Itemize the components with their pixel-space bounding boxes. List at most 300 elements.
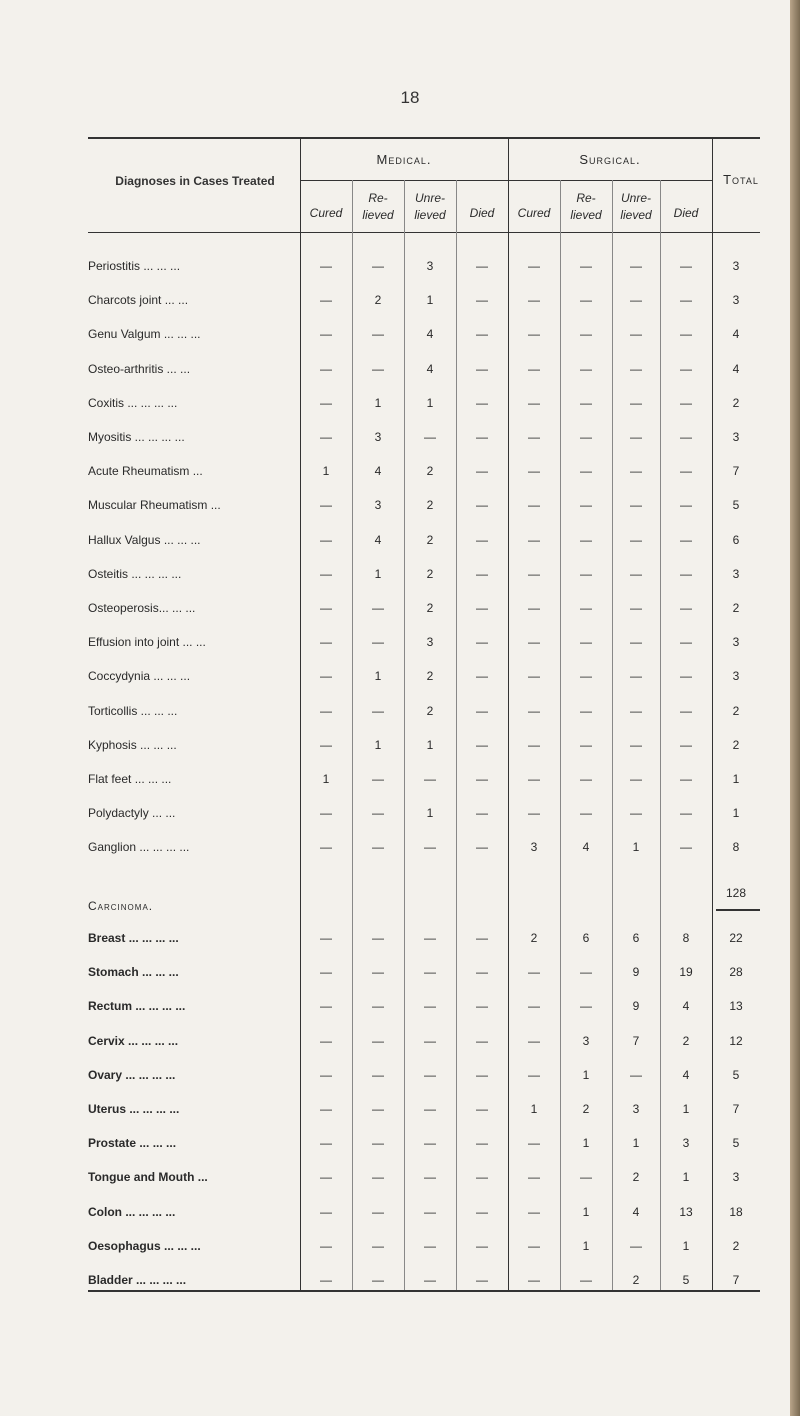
table-row	[0, 293, 770, 317]
table-row	[0, 669, 770, 693]
diagnoses-header: Diagnoses in Cases Treated	[115, 174, 275, 188]
table-cell: 19	[679, 965, 693, 980]
table-cell: —	[476, 772, 488, 786]
table-row	[0, 259, 770, 283]
table-cell: —	[320, 806, 332, 821]
table-cell: —	[680, 601, 692, 615]
row-total: 4	[732, 327, 740, 342]
table-cell: 1	[374, 395, 382, 410]
table-cell: 1	[582, 1136, 590, 1151]
row-label: Rectum ... ... ... ...	[88, 999, 186, 1014]
row-total: 7	[732, 464, 740, 479]
table-cell: —	[372, 1170, 384, 1185]
table-cell: —	[320, 395, 332, 410]
table-cell: 6	[632, 931, 640, 945]
table-row	[0, 1273, 770, 1297]
table-row	[0, 498, 770, 522]
table-cell: —	[528, 965, 540, 980]
table-cell: —	[680, 532, 692, 547]
table-cell: —	[528, 566, 540, 581]
table-cell: —	[528, 361, 540, 376]
table-cell: 4	[682, 999, 690, 1014]
row-total: 22	[729, 931, 743, 945]
row-label: Charcots joint ... ...	[88, 293, 189, 308]
table-cell: —	[580, 737, 592, 752]
table-cell: —	[580, 259, 592, 273]
table-cell: —	[580, 464, 592, 479]
table-cell: 3	[632, 1102, 640, 1116]
table-cell: 4	[374, 464, 382, 479]
table-cell: 2	[426, 669, 434, 684]
table-cell: 4	[426, 361, 434, 376]
table-cell: —	[372, 840, 384, 855]
table-cell: —	[372, 1273, 384, 1287]
table-cell: —	[528, 1033, 540, 1048]
table-cell: 1	[426, 806, 434, 821]
table-cell: 5	[682, 1273, 690, 1287]
table-cell: —	[372, 1136, 384, 1151]
table-cell: —	[528, 806, 540, 821]
table-cell: —	[320, 999, 332, 1014]
table-cell: —	[680, 772, 692, 786]
table-cell: —	[476, 430, 488, 444]
table-cell: —	[424, 999, 436, 1014]
table-cell: 3	[682, 1136, 690, 1151]
table-cell: —	[528, 259, 540, 273]
table-row	[0, 1102, 770, 1126]
table-cell: —	[580, 293, 592, 308]
table-cell: 2	[426, 532, 434, 547]
row-label: Osteo-arthritis ... ...	[88, 361, 191, 376]
carcinoma-heading: Carcinoma.	[88, 899, 154, 913]
table-cell: —	[680, 327, 692, 342]
table-cell: 3	[530, 840, 538, 855]
table-cell: —	[320, 498, 332, 513]
table-cell: —	[372, 1102, 384, 1116]
table-cell: —	[372, 965, 384, 980]
table-cell: —	[320, 965, 332, 980]
table-cell: 2	[374, 293, 382, 308]
row-total: 5	[732, 498, 740, 513]
table-cell: 1	[682, 1102, 690, 1116]
subheader-6: Unre- lieved	[620, 191, 652, 222]
table-cell: 2	[426, 566, 434, 581]
table-cell: 2	[426, 703, 434, 718]
table-cell: —	[630, 498, 642, 513]
table-cell: —	[580, 430, 592, 444]
page-number: 18	[400, 88, 420, 107]
table-cell: —	[476, 1204, 488, 1219]
row-label: Kyphosis ... ... ...	[88, 737, 177, 752]
table-cell: 1	[426, 395, 434, 410]
row-total: 7	[732, 1102, 740, 1116]
table-cell: —	[476, 259, 488, 273]
table-cell: —	[476, 1170, 488, 1185]
table-cell: —	[320, 327, 332, 342]
row-total: 12	[729, 1033, 743, 1048]
table-cell: —	[476, 566, 488, 581]
row-total: 3	[732, 669, 740, 684]
table-cell: —	[424, 1033, 436, 1048]
table-cell: —	[528, 999, 540, 1014]
table-cell: —	[476, 1067, 488, 1082]
table-cell: 1	[632, 840, 640, 855]
row-label: Uterus ... ... ... ...	[88, 1102, 180, 1116]
table-cell: —	[630, 737, 642, 752]
row-label: Myositis ... ... ... ...	[88, 430, 185, 444]
table-cell: —	[528, 703, 540, 718]
table-row	[0, 704, 770, 728]
table-cell: —	[424, 840, 436, 855]
table-cell: —	[372, 1204, 384, 1219]
table-cell: —	[680, 737, 692, 752]
row-label: Tongue and Mouth ...	[88, 1170, 208, 1185]
table-cell: 1	[374, 669, 382, 684]
table-row	[0, 999, 770, 1023]
table-cell: 1	[682, 1170, 690, 1185]
table-cell: 9	[632, 965, 640, 980]
table-cell: —	[424, 1238, 436, 1253]
table-cell: —	[528, 464, 540, 479]
table-cell: —	[680, 566, 692, 581]
table-cell: —	[320, 737, 332, 752]
table-cell: —	[320, 361, 332, 376]
table-cell: —	[528, 1273, 540, 1287]
row-total: 3	[732, 1170, 740, 1185]
table-cell: —	[424, 965, 436, 980]
table-cell: —	[630, 532, 642, 547]
table-cell: —	[528, 669, 540, 684]
table-cell: —	[320, 1204, 332, 1219]
table-cell: —	[680, 498, 692, 513]
subheader-7: Died	[673, 206, 699, 220]
row-total: 2	[732, 1238, 740, 1253]
table-cell: —	[320, 1067, 332, 1082]
table-cell: —	[476, 1238, 488, 1253]
row-total: 13	[729, 999, 743, 1014]
table-cell: —	[476, 327, 488, 342]
table-cell: —	[320, 703, 332, 718]
row-total: 3	[732, 293, 740, 308]
row-total: 28	[729, 965, 743, 980]
table-row	[0, 362, 770, 386]
table-row	[0, 965, 770, 989]
table-row	[0, 1136, 770, 1160]
table-cell: —	[372, 327, 384, 342]
table-cell: 3	[582, 1033, 590, 1048]
row-total: 8	[732, 840, 740, 855]
row-label: Breast ... ... ... ...	[88, 931, 179, 945]
table-cell: —	[580, 566, 592, 581]
table-cell: 4	[682, 1067, 690, 1082]
row-label: Genu Valgum ... ... ...	[88, 327, 201, 342]
table-cell: 4	[374, 532, 382, 547]
table-cell: —	[372, 999, 384, 1014]
table-cell: —	[476, 806, 488, 821]
row-label: Ovary ... ... ... ...	[88, 1067, 176, 1082]
row-total: 2	[732, 737, 740, 752]
table-cell: —	[580, 601, 592, 615]
row-label: Acute Rheumatism ...	[88, 464, 203, 479]
table-row	[0, 635, 770, 659]
table-cell: —	[528, 430, 540, 444]
row-label: Stomach ... ... ...	[88, 965, 179, 980]
table-cell: —	[680, 395, 692, 410]
table-cell: —	[372, 635, 384, 650]
table-row	[0, 738, 770, 762]
table-cell: —	[580, 498, 592, 513]
row-total: 3	[732, 259, 740, 273]
table-cell: 1	[530, 1102, 538, 1116]
subheader-3: Died	[469, 206, 495, 220]
table-cell: —	[630, 1067, 642, 1082]
table-cell: —	[680, 703, 692, 718]
table-cell: —	[320, 840, 332, 855]
table-cell: —	[528, 327, 540, 342]
table-cell: —	[528, 1238, 540, 1253]
table-cell: —	[580, 703, 592, 718]
row-total: 18	[729, 1204, 743, 1219]
table-cell: 2	[632, 1170, 640, 1185]
table-cell: 2	[426, 601, 434, 615]
table-cell: —	[476, 1033, 488, 1048]
table-cell: 3	[426, 259, 434, 273]
table-cell: —	[372, 1033, 384, 1048]
row-label: Torticollis ... ... ...	[88, 703, 178, 718]
table-cell: —	[680, 669, 692, 684]
table-cell: —	[372, 806, 384, 821]
table-cell: —	[424, 1102, 436, 1116]
table-cell: —	[476, 737, 488, 752]
table-cell: —	[320, 1170, 332, 1185]
table-cell: —	[476, 703, 488, 718]
table-row	[0, 931, 770, 955]
table-cell: —	[476, 293, 488, 308]
row-label: Prostate ... ... ...	[88, 1136, 177, 1151]
table-row	[0, 1170, 770, 1194]
table-cell: —	[424, 430, 436, 444]
table-cell: —	[528, 737, 540, 752]
table-cell: 3	[374, 430, 382, 444]
table-cell: 7	[632, 1033, 640, 1048]
table-cell: —	[580, 999, 592, 1014]
row-total: 3	[732, 566, 740, 581]
table-cell: —	[476, 532, 488, 547]
row-label: Effusion into joint ... ...	[88, 635, 206, 650]
table-row	[0, 533, 770, 557]
table-cell: —	[630, 430, 642, 444]
table-cell: —	[528, 395, 540, 410]
table-cell: —	[528, 601, 540, 615]
row-label: Colon ... ... ... ...	[88, 1204, 176, 1219]
table-cell: —	[580, 361, 592, 376]
table-cell: —	[320, 566, 332, 581]
table-cell: —	[630, 669, 642, 684]
table-cell: —	[630, 703, 642, 718]
table-cell: —	[320, 931, 332, 945]
table-cell: —	[580, 327, 592, 342]
table-cell: —	[476, 931, 488, 945]
table-cell: —	[630, 1238, 642, 1253]
table-row	[0, 396, 770, 420]
table-cell: 2	[426, 464, 434, 479]
table-cell: —	[424, 1067, 436, 1082]
table-cell: —	[630, 772, 642, 786]
table-cell: —	[528, 293, 540, 308]
table-cell: —	[476, 498, 488, 513]
table-cell: 13	[679, 1204, 693, 1219]
table-cell: —	[424, 772, 436, 786]
table-cell: —	[630, 635, 642, 650]
table-cell: —	[372, 361, 384, 376]
subheader-4: Cured	[517, 206, 551, 220]
table-cell: —	[630, 259, 642, 273]
row-label: Periostitis ... ... ...	[88, 259, 181, 273]
table-row	[0, 1205, 770, 1229]
row-label: Oesophagus ... ... ...	[88, 1238, 201, 1253]
subheader-0: Cured	[309, 206, 343, 220]
table-row	[0, 1068, 770, 1092]
table-cell: —	[320, 635, 332, 650]
table-cell: —	[476, 361, 488, 376]
table-cell: —	[680, 361, 692, 376]
row-total: 5	[732, 1067, 740, 1082]
table-cell: —	[528, 498, 540, 513]
table-cell: 2	[632, 1273, 640, 1287]
table-cell: —	[680, 840, 692, 855]
table-cell: —	[476, 1136, 488, 1151]
row-total: 1	[732, 772, 740, 786]
table-row	[0, 1239, 770, 1263]
table-cell: —	[320, 259, 332, 273]
table-cell: —	[630, 601, 642, 615]
table-cell: —	[580, 395, 592, 410]
table-cell: 2	[426, 498, 434, 513]
table-cell: 4	[632, 1204, 640, 1219]
table-cell: —	[476, 1273, 488, 1287]
table-cell: —	[372, 703, 384, 718]
subtotal: 128	[725, 886, 747, 900]
total-header: Total	[723, 172, 759, 187]
row-label: Muscular Rheumatism ...	[88, 498, 221, 513]
table-cell: —	[580, 772, 592, 786]
table-cell: —	[528, 1136, 540, 1151]
table-cell: 2	[682, 1033, 690, 1048]
table-cell: 4	[426, 327, 434, 342]
table-cell: —	[476, 601, 488, 615]
row-total: 3	[732, 635, 740, 650]
table-cell: —	[320, 430, 332, 444]
table-cell: —	[424, 931, 436, 945]
table-cell: —	[630, 293, 642, 308]
table-cell: —	[680, 293, 692, 308]
table-cell: —	[476, 999, 488, 1014]
surgical-header: Surgical.	[579, 152, 641, 167]
row-label: Bladder ... ... ... ...	[88, 1273, 187, 1287]
table-row	[0, 1034, 770, 1058]
table-cell: —	[680, 259, 692, 273]
table-cell: 1	[632, 1136, 640, 1151]
table-cell: —	[630, 464, 642, 479]
table-cell: 1	[582, 1238, 590, 1253]
table-cell: —	[476, 635, 488, 650]
table-cell: —	[680, 430, 692, 444]
table-cell: —	[580, 1170, 592, 1185]
table-cell: —	[320, 1033, 332, 1048]
table-cell: —	[630, 566, 642, 581]
table-cell: —	[528, 772, 540, 786]
table-cell: 9	[632, 999, 640, 1014]
table-cell: —	[424, 1204, 436, 1219]
table-cell: —	[372, 601, 384, 615]
subtotal-rule	[716, 909, 760, 911]
table-row	[0, 601, 770, 625]
table-cell: —	[320, 669, 332, 684]
table-cell: —	[630, 395, 642, 410]
table-cell: —	[528, 532, 540, 547]
table-cell: —	[372, 772, 384, 786]
table-cell: —	[630, 806, 642, 821]
table-cell: 1	[322, 464, 330, 479]
table-cell: —	[320, 1102, 332, 1116]
row-total: 4	[732, 361, 740, 376]
row-label: Flat feet ... ... ...	[88, 772, 172, 786]
table-cell: —	[528, 635, 540, 650]
subheader-5: Re- lieved	[570, 191, 602, 222]
table-cell: 1	[582, 1204, 590, 1219]
table-cell: —	[424, 1136, 436, 1151]
table-top-rule	[88, 137, 760, 139]
table-cell: 1	[374, 566, 382, 581]
table-cell: —	[580, 669, 592, 684]
table-cell: —	[372, 931, 384, 945]
row-total: 7	[732, 1273, 740, 1287]
table-cell: —	[476, 669, 488, 684]
table-cell: —	[320, 1136, 332, 1151]
table-cell: —	[580, 635, 592, 650]
table-row	[0, 327, 770, 351]
table-cell: 1	[426, 737, 434, 752]
table-row	[0, 464, 770, 488]
table-cell: —	[630, 327, 642, 342]
row-total: 3	[732, 430, 740, 444]
row-total: 2	[732, 395, 740, 410]
table-row	[0, 567, 770, 591]
table-cell: —	[476, 395, 488, 410]
table-cell: 1	[682, 1238, 690, 1253]
table-cell: —	[372, 1238, 384, 1253]
table-cell: —	[372, 1067, 384, 1082]
table-cell: 2	[582, 1102, 590, 1116]
table-cell: 3	[374, 498, 382, 513]
table-cell: 6	[582, 931, 590, 945]
table-cell: —	[528, 1170, 540, 1185]
table-cell: —	[476, 464, 488, 479]
row-label: Polydactyly ... ...	[88, 806, 176, 821]
row-label: Ganglion ... ... ... ...	[88, 840, 190, 855]
row-total: 5	[732, 1136, 740, 1151]
table-cell: —	[680, 464, 692, 479]
table-cell: —	[320, 532, 332, 547]
row-total: 2	[732, 703, 740, 718]
table-cell: —	[580, 806, 592, 821]
table-cell: —	[424, 1170, 436, 1185]
row-label: Osteitis ... ... ... ...	[88, 566, 182, 581]
table-cell: —	[528, 1067, 540, 1082]
row-total: 2	[732, 601, 740, 615]
table-cell: —	[320, 1238, 332, 1253]
table-cell: 1	[374, 737, 382, 752]
